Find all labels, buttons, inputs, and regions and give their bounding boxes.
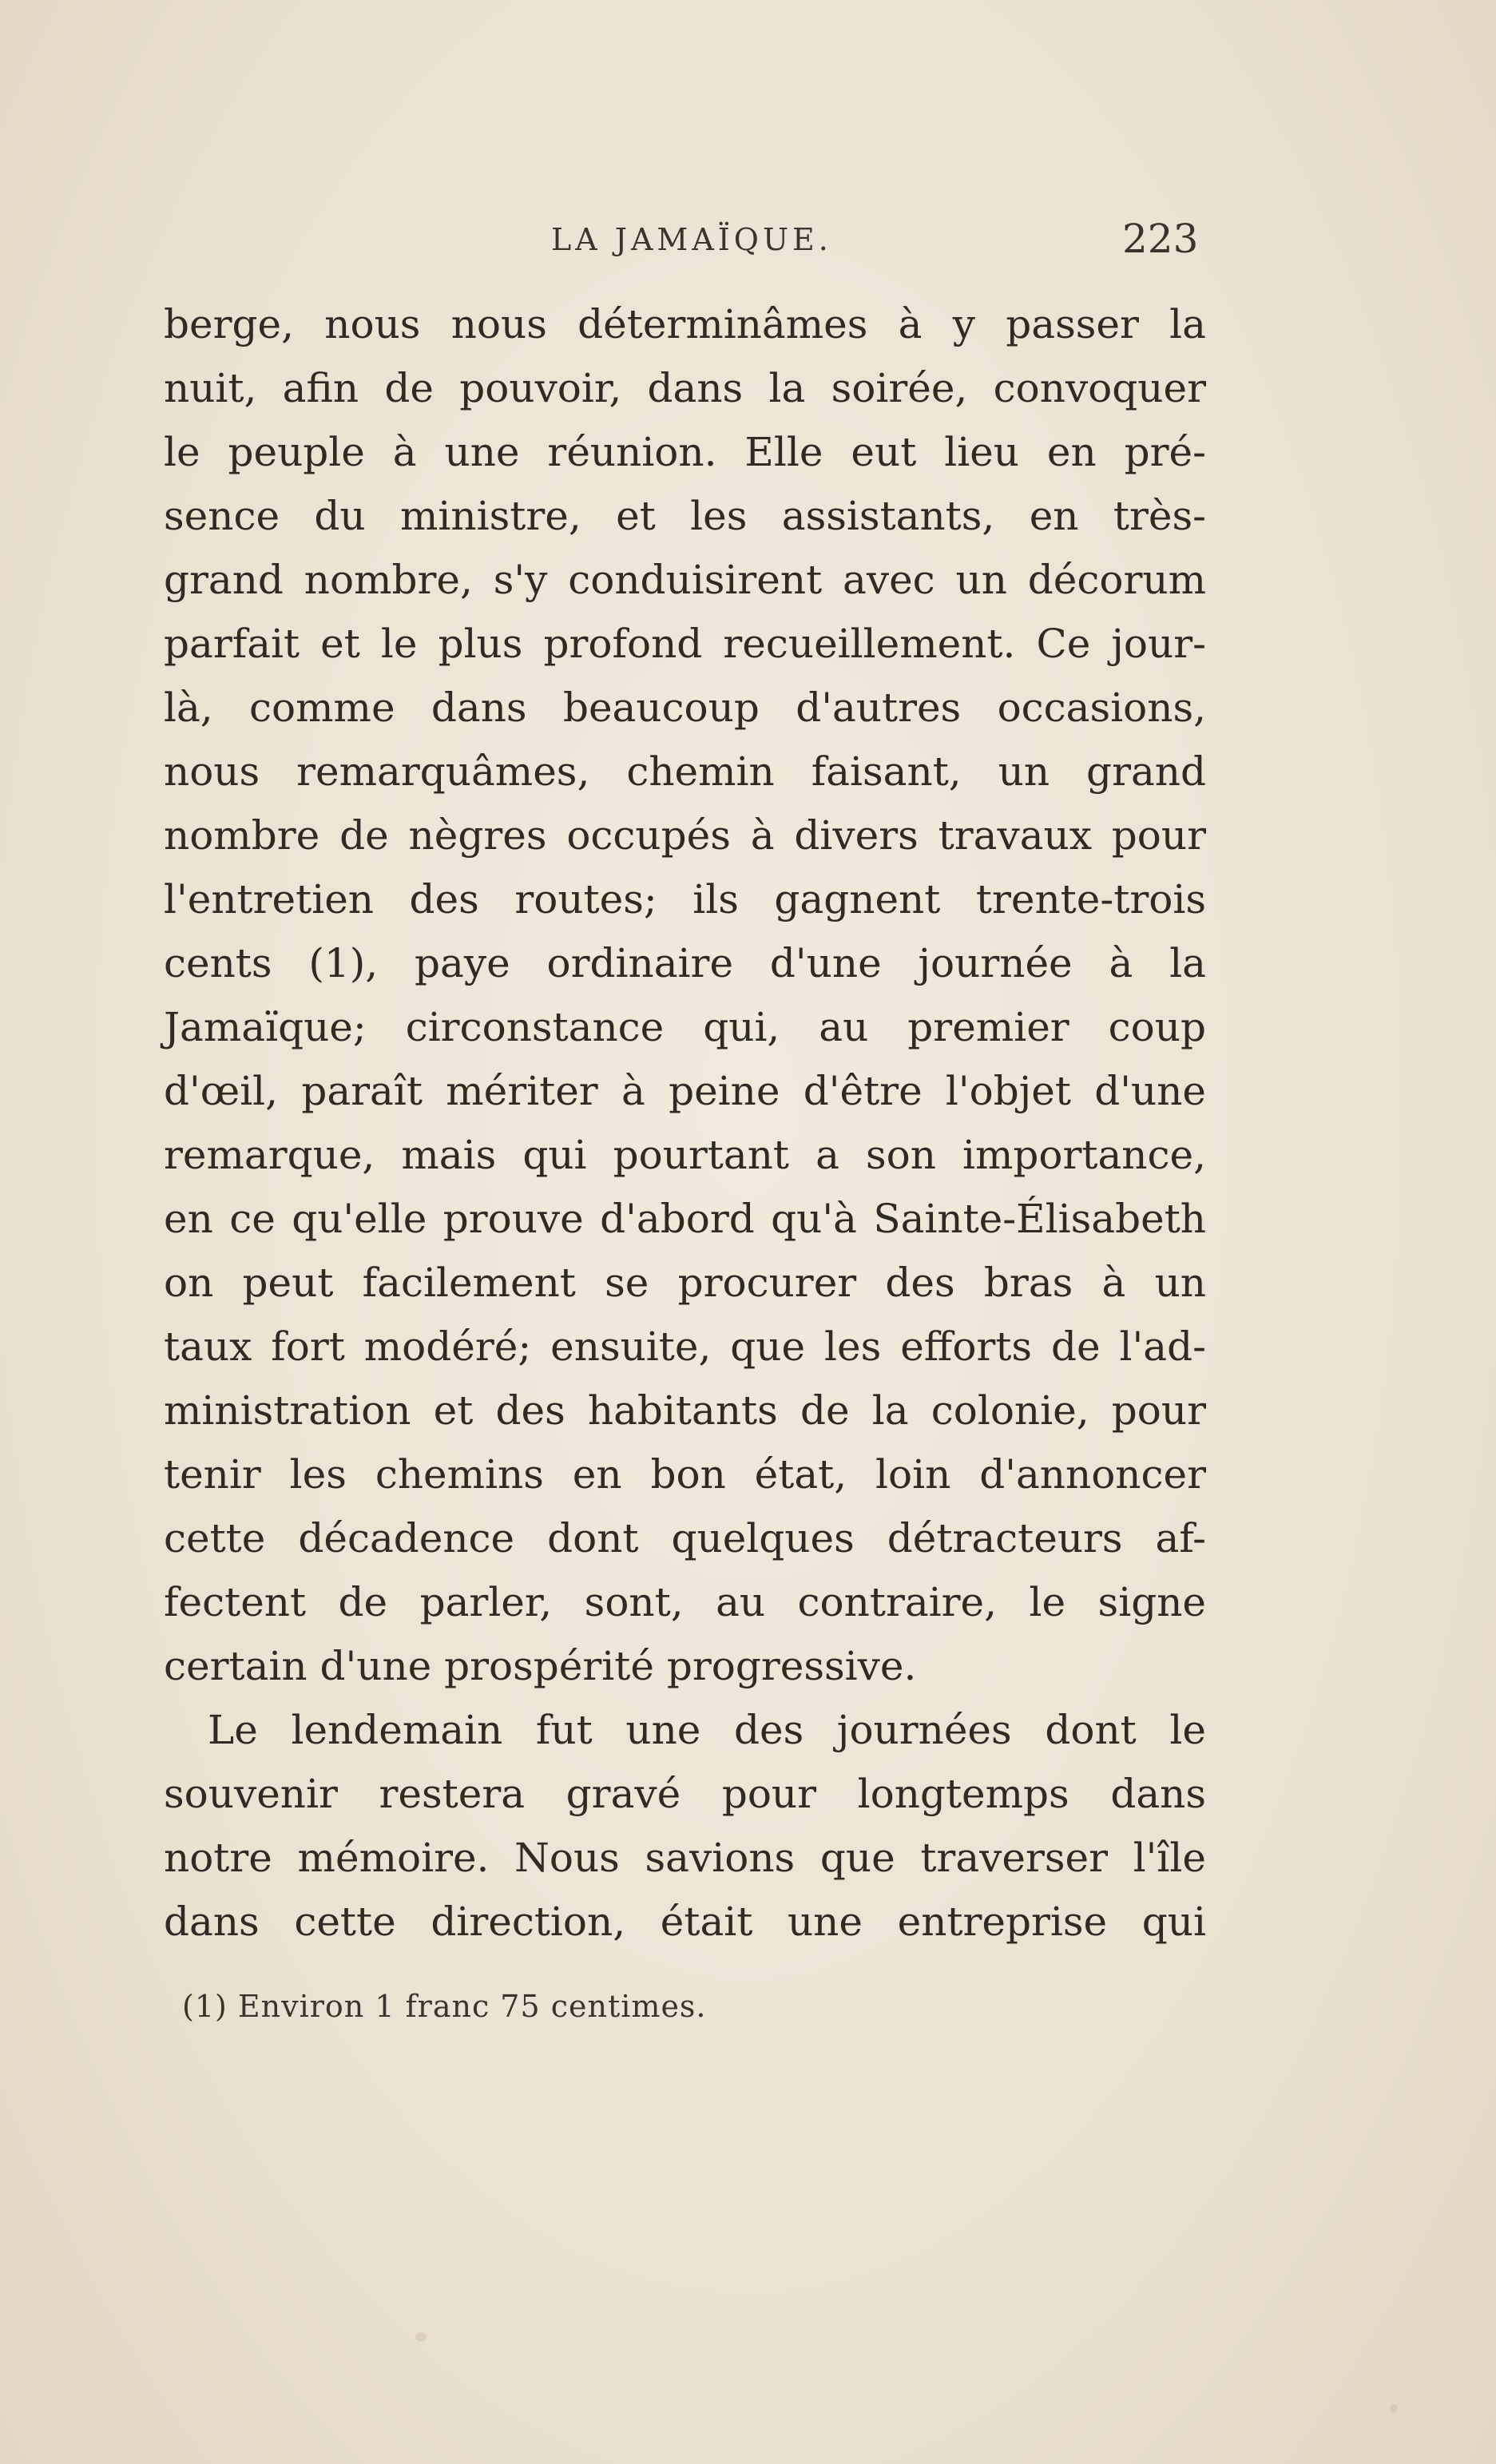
text-line: remarque, mais qui pourtant a son importance, bbox=[164, 1132, 1206, 1178]
text-line: souvenir restera gravé pour longtemps dans bbox=[164, 1771, 1206, 1817]
text-line: grand nombre, s'y conduisirent avec un décorum bbox=[164, 557, 1206, 603]
text-line: dans cette direction, était une entreprise qui bbox=[164, 1899, 1206, 1945]
running-head: LA JAMAÏQUE. bbox=[551, 222, 832, 257]
text-line: certain d'une prospérité progressive. bbox=[164, 1643, 917, 1689]
text-line: nuit, afin de pouvoir, dans la soirée, convoquer bbox=[164, 365, 1206, 411]
text-line: fectent de parler, sont, au contraire, le signe bbox=[164, 1579, 1206, 1625]
text-line: cette décadence dont quelques détracteurs af- bbox=[164, 1515, 1206, 1561]
footnote: (1) Environ 1 franc 75 centimes. bbox=[182, 1989, 707, 2024]
text-line: en ce qu'elle prouve d'abord qu'à Sainte-Élisabeth bbox=[164, 1196, 1206, 1242]
text-line: ministration et des habitants de la colonie, pour bbox=[164, 1387, 1206, 1434]
page-number: 223 bbox=[1122, 216, 1199, 262]
page-header bbox=[0, 216, 1496, 270]
text-line: Jamaïque; circonstance qui, au premier coup bbox=[164, 1004, 1206, 1050]
text-line: notre mémoire. Nous savions que traverser l'île bbox=[164, 1835, 1206, 1881]
text-line: là, comme dans beaucoup d'autres occasions, bbox=[164, 684, 1206, 731]
paper-stain bbox=[415, 2332, 427, 2342]
text-line: tenir les chemins en bon état, loin d'annoncer bbox=[164, 1451, 1206, 1498]
text-line: parfait et le plus profond recueillement. Ce jour- bbox=[164, 621, 1206, 667]
paper-stain bbox=[1390, 2404, 1398, 2412]
text-line: d'œil, paraît mériter à peine d'être l'objet d'une bbox=[164, 1068, 1206, 1114]
text-line: cents (1), paye ordinaire d'une journée à la bbox=[164, 940, 1206, 986]
text-line: le peuple à une réunion. Elle eut lieu en pré- bbox=[164, 429, 1206, 475]
text-line: sence du ministre, et les assistants, en très- bbox=[164, 493, 1206, 539]
text-line: berge, nous nous déterminâmes à y passer la bbox=[164, 301, 1206, 347]
text-line: taux fort modéré; ensuite, que les efforts de l'ad- bbox=[164, 1323, 1206, 1370]
text-line: l'entretien des routes; ils gagnent trente-trois bbox=[164, 876, 1206, 923]
text-line: on peut facilement se procurer des bras à un bbox=[164, 1260, 1206, 1306]
text-line: Le lendemain fut une des journées dont le bbox=[208, 1707, 1206, 1753]
text-line: nous remarquâmes, chemin faisant, un grand bbox=[164, 748, 1206, 795]
body-text bbox=[164, 292, 1206, 1954]
text-line: nombre de nègres occupés à divers travaux pour bbox=[164, 812, 1206, 859]
